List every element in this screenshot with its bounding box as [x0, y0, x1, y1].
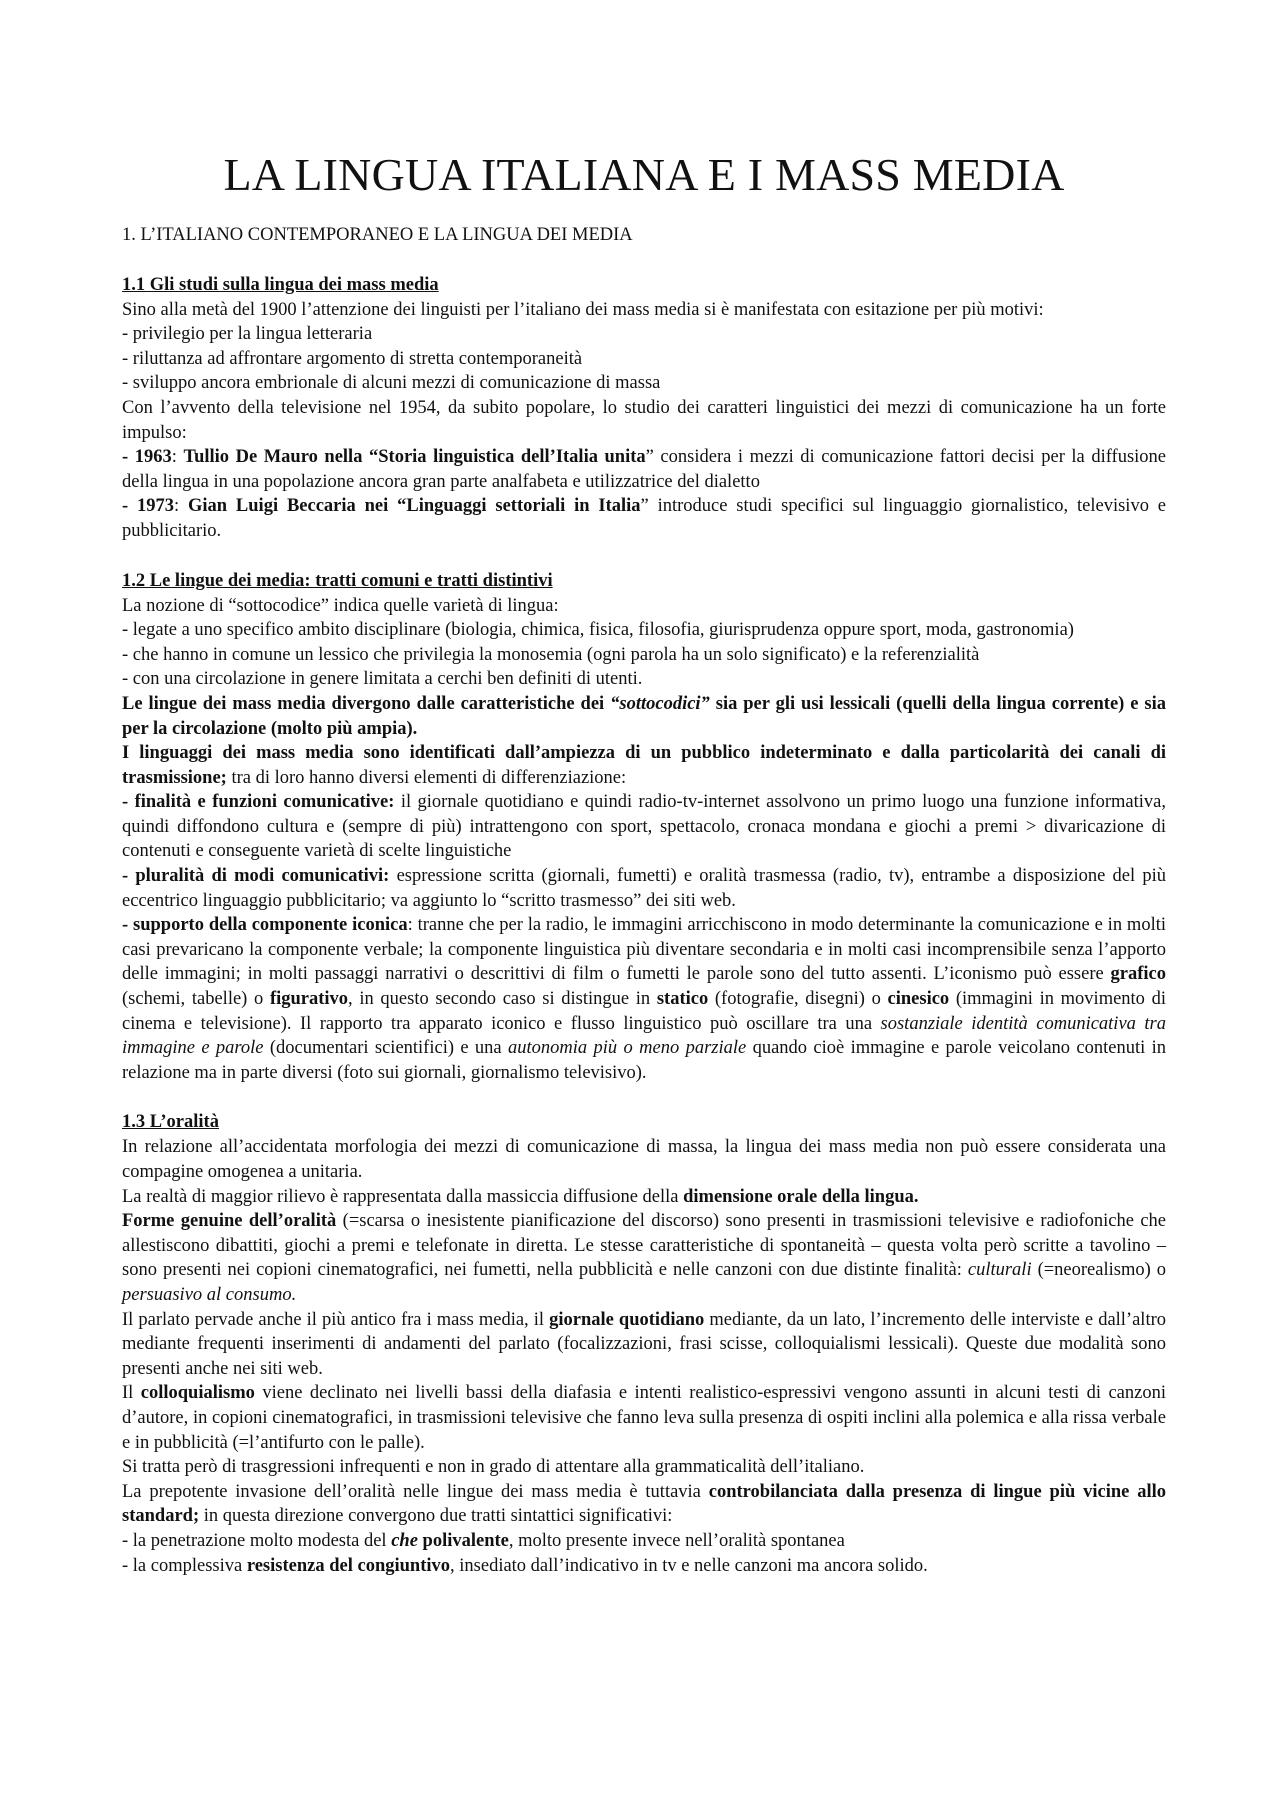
text-run: statico [656, 989, 709, 1010]
text-run: Tullio De Mauro nella “Storia linguistica dell’Italia unita [183, 447, 646, 468]
paragraph [122, 1308, 1166, 1382]
text-run: Gian Luigi Beccaria nei “Linguaggi settoriali in Italia [188, 496, 641, 517]
text-run: (schemi, tabelle) o [122, 989, 270, 1010]
text-run: Il [122, 1383, 141, 1404]
text-run: : [171, 447, 184, 468]
paragraph [122, 1135, 1166, 1184]
paragraph [122, 1480, 1166, 1529]
text-run: , in questo secondo caso si distingue in [348, 989, 657, 1010]
paragraph [122, 667, 1166, 692]
paragraph [122, 913, 1166, 1085]
text-run: il giornale quotidiano e quindi radio-tv-internet assolvono un primo luogo una funzione informativa, quindi diffondono cultura e (sempre di più) intrattengono con sport, spettacolo, cronaca mondana e giochi a premi > divaricazione di contenuti e conseguente varietà di scelte linguistiche [122, 792, 1166, 862]
text-run: sostanziale identità comunicativa tra immagine e parole [122, 1013, 1166, 1059]
sections-container [122, 273, 1166, 1579]
text-run: (immagini in movimento di cinema e televisione). Il rapporto tra apparato iconico e flusso linguistico può oscillare tra una [122, 989, 1167, 1034]
text-run: - legate a uno specifico ambito disciplinare (biologia, chimica, fisica, filosofia, giurisprudenza oppure sport, moda, gastronomia) [122, 620, 1074, 641]
paragraph [122, 322, 1166, 347]
text-run: (fotografie, disegni) o [708, 989, 888, 1010]
text-run: , molto presente invece nell’oralità spontanea [508, 1530, 845, 1551]
text-run: colloquialismo [140, 1383, 255, 1404]
text-run: in questa direzione convergono due tratti sintattici significativi: [199, 1506, 673, 1527]
text-run: dimensione orale della lingua. [683, 1186, 919, 1207]
text-run: - la complessiva [122, 1555, 247, 1576]
text-run: Sino alla metà del 1900 l’attenzione dei linguisti per l’italiano dei mass media si è manifestata con esitazione per più motivi: [122, 299, 1044, 320]
text-run: polivalente [417, 1530, 509, 1551]
paragraph [122, 1455, 1166, 1480]
text-run: giornale quotidiano [549, 1309, 705, 1330]
paragraph [122, 1554, 1166, 1579]
text-run: ” introduce studi specifici sul linguaggio giornalistico, televisivo e pubblicitario. [122, 496, 1167, 541]
paragraph [122, 1381, 1166, 1455]
text-run: quando cioè immagine e parole veicolano contenuti in relazione ma in parte diversi (foto sui giornali, giornalismo televisivo). [122, 1038, 1166, 1083]
paragraph [122, 790, 1166, 864]
text-run: In relazione all’accidentata morfologia dei mezzi di comunicazione di massa, la lingua dei mass media non può essere considerata una compagine omogenea a unitaria. [122, 1137, 1166, 1182]
section-heading: 1.3 L’oralità [122, 1112, 219, 1133]
text-run: (=neorealismo) o [1031, 1260, 1166, 1281]
text-run: - la penetrazione molto modesta del [122, 1530, 392, 1551]
text-run: La prepotente invasione dell’oralità nelle lingue dei mass media è tuttavia [122, 1481, 709, 1502]
text-run: La realtà di maggior rilievo è rappresentata dalla massiccia diffusione della [122, 1186, 684, 1207]
section-2 [122, 569, 1166, 1086]
text-run: ” considera i mezzi di comunicazione fattori decisi per la diffusione della lingua in una popolazione ancora gran parte analfabeta e utilizzatrice del dialetto [122, 447, 1167, 492]
text-run: - supporto della componente iconica [122, 915, 408, 936]
paragraph [122, 396, 1166, 445]
section-heading: 1.2 Le lingue dei media: tratti comuni e tratti distintivi [122, 570, 553, 591]
text-run: viene declinato nei livelli bassi della diafasia e intenti realistico-espressivi vengono assunti in alcuni testi di canzoni d’autore, in copioni cinematografici, in trasmissioni televisive che fanno leva sulla presenza di ospiti inclini alla polemica e alla rissa verbale e in pubblicità (=l’antifurto con le palle). [122, 1383, 1166, 1453]
paragraph [122, 494, 1166, 543]
paragraph [122, 298, 1166, 323]
paragraph [122, 1209, 1166, 1307]
paragraph [122, 1185, 1166, 1210]
text-run: Con l’avvento della televisione nel 1954, da subito popolare, lo studio dei caratteri linguistici dei mezzi di comunicazione ha un forte impulso: [122, 397, 1166, 443]
text-run: persuasivo al consumo. [122, 1284, 297, 1305]
text-run: - 1963 [122, 447, 172, 468]
text-run: sia per gli usi lessicali (quelli della lingua corrente) e sia per la circolazione (molto più ampia). [122, 693, 1166, 739]
text-run: (=scarsa o inesistente pianificazione del discorso) sono presenti in trasmissioni televisive e radiofoniche che allestiscono dibattiti, giochi a premi e telefonate in diretta. Le stesse caratteristiche di spontaneità – questa volta però scritte a tavolino – sono presenti nei copioni cinematografici, nei fumetti, nella pubblicità e nelle canzoni con due distinte finalità: [122, 1211, 1166, 1281]
chapter-heading: 1. L’ITALIANO CONTEMPORANEO E LA LINGUA DEI MEDIA [122, 224, 633, 245]
text-run: Le lingue dei mass media divergono dalle caratteristiche dei [122, 693, 611, 714]
paragraph [122, 864, 1166, 913]
paragraph [122, 741, 1166, 790]
text-run: “sottocodici” [610, 693, 710, 714]
text-run: : [174, 496, 189, 517]
section-3 [122, 1110, 1166, 1578]
text-run: grafico [1110, 964, 1166, 985]
text-run: Forme genuine dell’oralità [122, 1211, 337, 1232]
text-run: La nozione di “sottocodice” indica quelle varietà di lingua: [122, 595, 559, 616]
paragraph [122, 594, 1166, 619]
text-run: - pluralità di modi comunicativi: [122, 866, 390, 887]
paragraph [122, 618, 1166, 643]
paragraph [122, 643, 1166, 668]
text-run: , insediato dall’indicativo in tv e nelle canzoni ma ancora solido. [450, 1555, 928, 1576]
paragraph [122, 1529, 1166, 1554]
text-run: cinesico [887, 989, 950, 1010]
text-run: - riluttanza ad affrontare argomento di stretta contemporaneità [122, 348, 583, 369]
paragraph [122, 371, 1166, 396]
text-run: tra di loro hanno diversi elementi di differenziazione: [226, 767, 627, 788]
text-run: autonomia più o meno parziale [508, 1038, 747, 1059]
text-run: mediante, da un lato, l’incremento delle interviste e dall’altro mediante frequenti inserimenti di andamenti del parlato (focalizzazioni, frasi scisse, colloquialismi lessicali). Queste due modalità sono presenti anche nei siti web. [122, 1309, 1166, 1379]
text-run: - sviluppo ancora embrionale di alcuni mezzi di comunicazione di massa [122, 373, 661, 394]
text-run: culturali [967, 1260, 1032, 1281]
paragraph [122, 347, 1166, 372]
section-1 [122, 273, 1166, 544]
text-run: che [391, 1530, 418, 1551]
text-run: Si tratta però di trasgressioni infrequenti e non in grado di attentare alla grammaticalità dell’italiano. [122, 1457, 865, 1478]
text-run: figurativo [269, 989, 349, 1010]
text-run: espressione scritta (giornali, fumetti) e oralità trasmessa (radio, tv), entrambe a disposizione del più eccentrico linguaggio pubblicitario; va aggiunto lo “scritto trasmesso” dei siti web. [122, 866, 1166, 911]
text-run: I linguaggi dei mass media sono identificati dall’ampiezza di un pubblico indeterminato e dalla particolarità dei canali di trasmissione; [122, 743, 1166, 788]
text-run: Il parlato pervade anche il più antico fra i mass media, il [122, 1309, 550, 1330]
document-page [122, 150, 1166, 1578]
text-run: (documentari scientifici) e una [263, 1038, 509, 1059]
paragraph [122, 445, 1166, 494]
paragraph [122, 692, 1166, 741]
text-run: controbilanciata dalla presenza di lingue più vicine allo standard; [122, 1481, 1166, 1527]
text-run: - con una circolazione in genere limitata a cerchi ben definiti di utenti. [122, 669, 643, 690]
text-run: resistenza del congiuntivo [246, 1555, 451, 1576]
document-title: LA LINGUA ITALIANA E I MASS MEDIA [223, 149, 1065, 200]
text-run: : tranne che per la radio, le immagini arricchiscono in modo determinante la comunicazione e in molti casi prevaricano la componente verbale; la componente linguistica più diventare secondaria e in molti casi incomprensibile senza l’apporto delle immagini; in molti passaggi narrativi o descrittivi di film o fumetti le parole sono del tutto assenti. L’iconismo può essere [122, 915, 1166, 985]
text-run: - finalità e funzioni comunicative: [122, 792, 395, 813]
text-run: - 1973 [122, 496, 175, 517]
section-heading: 1.1 Gli studi sulla lingua dei mass media [122, 274, 439, 295]
text-run: - privilegio per la lingua letteraria [122, 324, 373, 345]
text-run: - che hanno in comune un lessico che privilegia la monosemia (ogni parola ha un solo significato) e la referenzialità [122, 644, 980, 665]
